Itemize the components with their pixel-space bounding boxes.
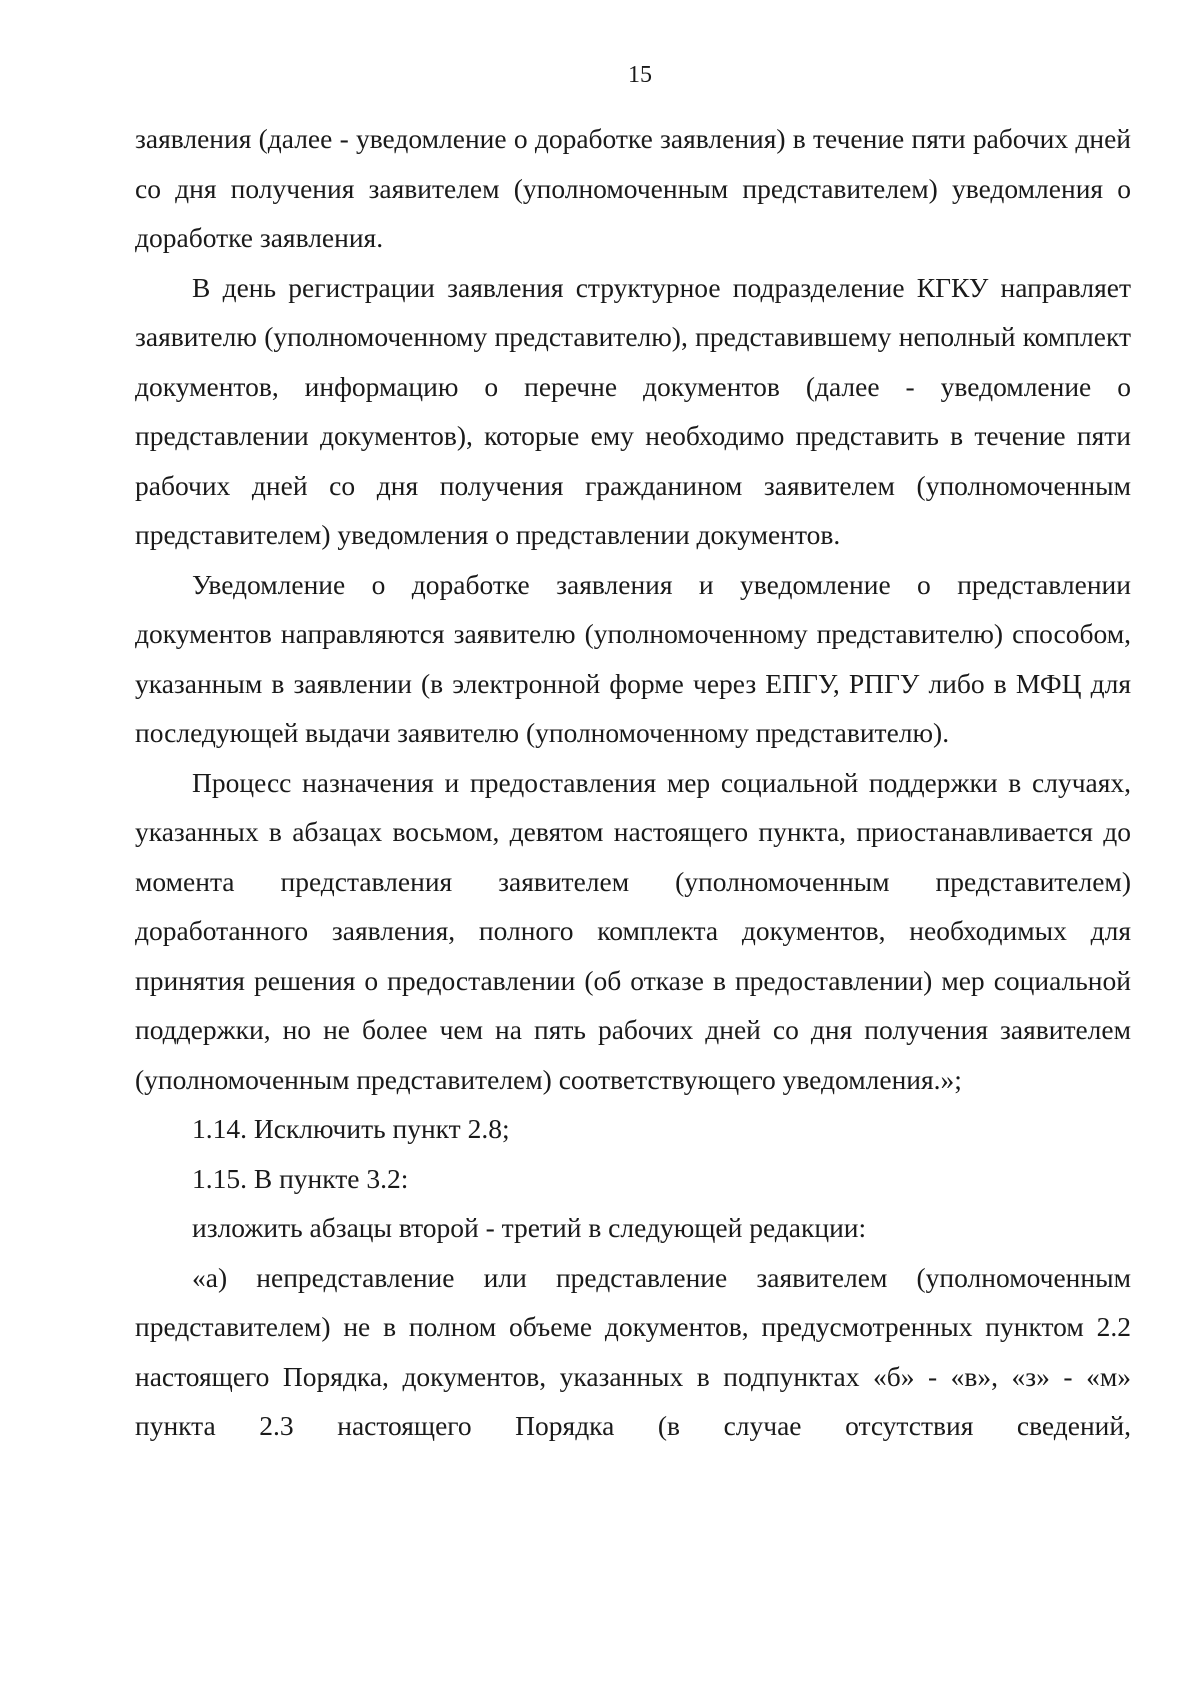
paragraph-notification-delivery: Уведомление о доработке заявления и уведомление о представлении документов направляются заявителю (уполномоченному представителю) способом, указанным в заявлении (в электронной форме через ЕПГУ, РПГУ либо в МФЦ для последующей выдачи заявителю (уполномоченному представителю).: [135, 568, 1131, 748]
page-number: 15: [628, 62, 652, 88]
document-body: [135, 114, 1131, 1451]
paragraph-process-suspension: Процесс назначения и предоставления мер социальной поддержки в случаях, указанных в абзацах восьмом, девятом настоящего пункта, приостанавливается до момента представления заявителем (уполномоченным представителем) доработанного заявления, полного комплекта документов, необходимых для принятия решения о предоставлении (об отказе в предоставлении) мер социальной поддержки, но не более чем на пять рабочих дней со дня получения заявителем (уполномоченным представителем) соответствующего уведомления.»;: [135, 766, 1131, 1095]
paragraph-subitem-a: «а) непредставление или представление заявителем (уполномоченным представителем) не в полном объеме документов, предусмотренных пунктом 2.2 настоящего Порядка, документов, указанных в подпунктах «б» - «в», «з» - «м» пункта 2.3 настоящего Порядка (в случае отсутствия сведений,: [135, 1261, 1131, 1441]
paragraph-amend-instruction: изложить абзацы второй - третий в следующей редакции:: [192, 1212, 867, 1243]
paragraph-continuation: заявления (далее - уведомление о доработке заявления) в течение пяти рабочих дней со дня получения заявителем (уполномоченным представителем) уведомления о доработке заявления.: [135, 123, 1131, 253]
paragraph-item-1-15: 1.15. В пункте 3.2:: [192, 1162, 409, 1194]
paragraph-item-1-14: 1.14. Исключить пункт 2.8;: [192, 1113, 510, 1144]
paragraph-registration-day: В день регистрации заявления структурное подразделение КГКУ направляет заявителю (уполномоченному представителю), представившему неполный комплект документов, информацию о перечне документов (далее - уведомление о представлении документов), которые ему необходимо представить в течение пяти рабочих дней со дня получения гражданином заявителем (уполномоченным представителем) уведомления о представлении документов.: [135, 271, 1131, 550]
